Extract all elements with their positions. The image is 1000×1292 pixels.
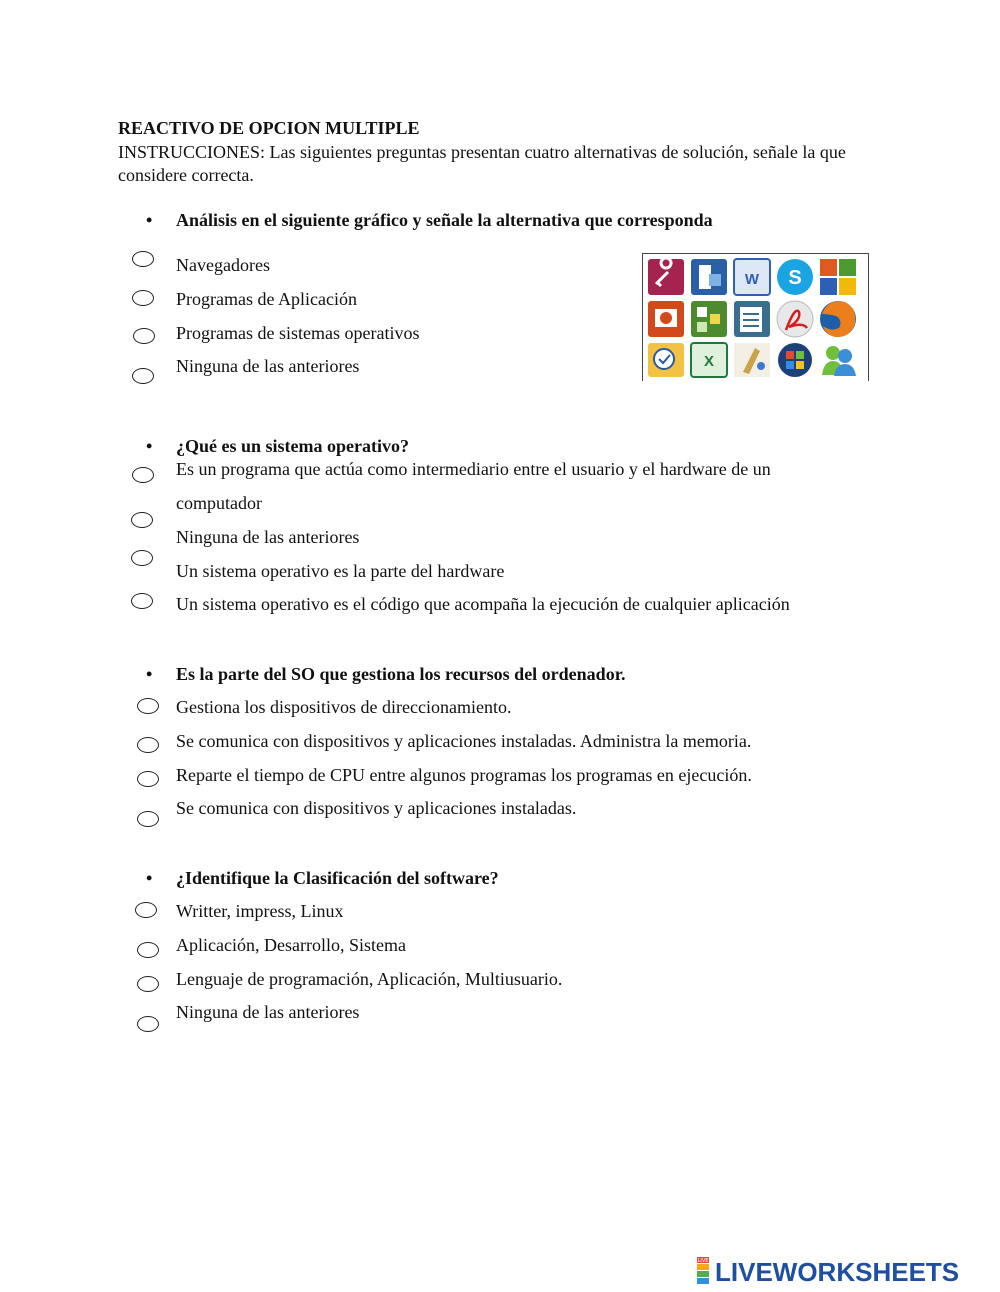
- skype-icon: [777, 259, 813, 295]
- q2-option-3-label: Un sistema operativo es la parte del hardware: [176, 561, 505, 581]
- svg-text:W: W: [744, 271, 760, 288]
- q4-option-3-radio[interactable]: [137, 976, 159, 992]
- q4-option-1-label: Writter, impress, Linux: [176, 901, 344, 921]
- q4-option-1-radio[interactable]: [135, 902, 157, 918]
- question-4-text: ¿Identifique la Clasificación del software?: [176, 868, 499, 888]
- q1-option-3-radio[interactable]: [133, 328, 155, 344]
- q2-option-2-radio[interactable]: [131, 512, 153, 528]
- q1-option-4-label: Ninguna de las anteriores: [176, 356, 360, 376]
- q1-option-1-radio[interactable]: [132, 251, 154, 267]
- question-3-text: Es la parte del SO que gestiona los recursos del ordenador.: [176, 664, 626, 684]
- q4-option-2-radio[interactable]: [137, 942, 159, 958]
- q2-option-3-radio[interactable]: [131, 550, 153, 566]
- access-icon: [648, 258, 684, 295]
- q2-option-1-continued: computador: [176, 493, 262, 513]
- office-icon: [820, 259, 856, 295]
- q3-option-3-label: Reparte el tiempo de CPU entre algunos programas los programas en ejecución.: [176, 765, 752, 785]
- q4-option-3-label: Lenguaje de programación, Aplicación, Multiusuario.: [176, 969, 563, 989]
- instructions-text: INSTRUCCIONES: Las siguientes preguntas presentan cuatro alternativas de solución, señale la que considere correcta.: [118, 142, 846, 185]
- messenger-icon: [822, 346, 856, 376]
- q4-option-2-label: Aplicación, Desarrollo, Sistema: [176, 935, 406, 955]
- live-blocks-icon: [697, 1257, 709, 1284]
- software-icons-image: [642, 253, 869, 381]
- question-2-text: ¿Qué es un sistema operativo?: [176, 436, 409, 456]
- publisher-icon: [691, 259, 727, 295]
- q3-option-3-radio[interactable]: [137, 771, 159, 787]
- q1-option-4-radio[interactable]: [132, 368, 154, 384]
- bullet-icon: •: [146, 210, 153, 230]
- powerpoint-icon: [648, 301, 684, 337]
- q2-option-1-label: Es un programa que actúa como intermediario entre el usuario y el hardware de un: [176, 459, 771, 479]
- windows-icon: [778, 343, 812, 377]
- question-1: [146, 210, 713, 231]
- acrobat-icon: [777, 301, 813, 337]
- q2-option-1-radio[interactable]: [132, 467, 154, 483]
- paint-icon: [734, 343, 770, 377]
- onenote-icon: [734, 301, 770, 337]
- question-2: [146, 436, 409, 457]
- firefox-icon: [820, 301, 856, 337]
- excel-icon: [691, 343, 727, 377]
- q2-option-4-label: Un sistema operativo es el código que acompaña la ejecución de cualquier aplicación: [176, 594, 790, 614]
- svg-text:S: S: [788, 267, 802, 289]
- bullet-icon: •: [146, 436, 153, 456]
- page-title: REACTIVO DE OPCION MULTIPLE: [118, 118, 420, 138]
- q4-option-4-label: Ninguna de las anteriores: [176, 1002, 360, 1022]
- liveworksheets-logo[interactable]: [697, 1255, 995, 1292]
- project-icon: [691, 301, 727, 337]
- q3-option-4-radio[interactable]: [137, 811, 159, 827]
- q3-option-2-radio[interactable]: [137, 737, 159, 753]
- question-3: [146, 664, 626, 685]
- question-4: [146, 868, 499, 889]
- q4-option-4-radio[interactable]: [137, 1016, 159, 1032]
- question-1-text: Análisis en el siguiente gráfico y señale la alternativa que corresponda: [176, 210, 713, 230]
- q1-option-2-radio[interactable]: [132, 290, 154, 306]
- q2-option-4-radio[interactable]: [131, 593, 153, 609]
- bullet-icon: •: [146, 868, 153, 888]
- q2-option-2-label: Ninguna de las anteriores: [176, 527, 360, 547]
- q3-option-4-label: Se comunica con dispositivos y aplicaciones instaladas.: [176, 798, 577, 818]
- svg-text:X: X: [703, 353, 715, 370]
- q1-option-1-label: Navegadores: [176, 255, 270, 275]
- bullet-icon: •: [146, 664, 153, 684]
- word-icon: [734, 259, 770, 295]
- q1-option-2-label: Programas de Aplicación: [176, 289, 357, 309]
- q3-option-1-radio[interactable]: [137, 698, 159, 714]
- q3-option-1-label: Gestiona los dispositivos de direccionamiento.: [176, 697, 512, 717]
- q3-option-2-label: Se comunica con dispositivos y aplicaciones instaladas. Administra la memoria.: [176, 731, 752, 751]
- q1-option-3-label: Programas de sistemas operativos: [176, 323, 420, 343]
- brand-name: LIVEWORKSHEETS: [715, 1257, 960, 1287]
- logo-letter-l: LIVE: [697, 1258, 709, 1264]
- outlook-icon: [648, 343, 684, 377]
